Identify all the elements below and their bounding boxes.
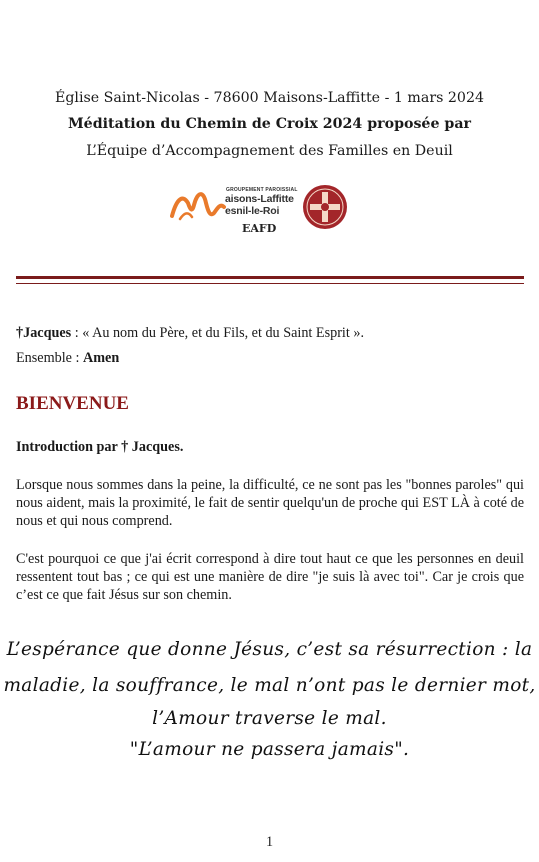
logo-name-line-1: aisons-Laffitte [225, 193, 294, 205]
quote-line-3: l’Amour traverse le mal. [152, 708, 387, 729]
response-text: Amen [82, 350, 120, 366]
logo-abbreviation: EAFD [242, 222, 277, 235]
header-line-3: L’Équipe d’Accompagnement des Familles en Deuil [86, 143, 453, 159]
paragraph-2: C'est pourquoi ce que j'ai écrit correspond à dire tout haut ce que les personnes en deuil ressentent tout bas ; ce qui est une manière de dire "je suis là avec toi". Car je crois que c’est ce que fait Jésus sur son chemin. [16, 551, 524, 603]
quote-line-1: L’espérance que donne Jésus, c’est sa résurrection : la [6, 639, 533, 660]
paragraph-1: Lorsque nous sommes dans la peine, la difficulté, ce ne sont pas les "bonnes paroles" qui nous aident, mais la proximité, le fait de sentir quelqu'un de proche qui EST LÀ à coté de nous et qui nous comprend. [16, 477, 524, 529]
section-divider-thick [16, 276, 524, 279]
logo-small-text: GROUPEMENT PAROISSIAL [226, 187, 298, 193]
header-line-1: Église Saint-Nicolas - 78600 Maisons-Laffitte - 1 mars 2024 [54, 90, 484, 106]
speaker-line: : « Au nom du Père, et du Fils, et du Saint Esprit ». [71, 325, 364, 341]
quote-line-2: maladie, la souffrance, le mal n’ont pas le dernier mot, [3, 675, 536, 696]
opening-invocation [16, 324, 524, 342]
eafd-logo [170, 180, 370, 240]
section-title: BIENVENUE [16, 393, 129, 414]
page-number: 1 [265, 834, 274, 850]
speaker-name: †Jacques [16, 325, 72, 341]
section-divider-thin [16, 283, 524, 284]
quote-line-4: "L’amour ne passera jamais". [129, 739, 410, 760]
cross-seal-icon [301, 183, 349, 231]
response-label: Ensemble : [16, 350, 83, 366]
header-line-2: Méditation du Chemin de Croix 2024 proposée par [67, 116, 472, 132]
logo-m-mark-icon [170, 183, 226, 221]
logo-name-line-2: esnil-le-Roi [225, 205, 280, 217]
opening-response [16, 349, 524, 367]
intro-heading: Introduction par † Jacques. [16, 439, 184, 455]
